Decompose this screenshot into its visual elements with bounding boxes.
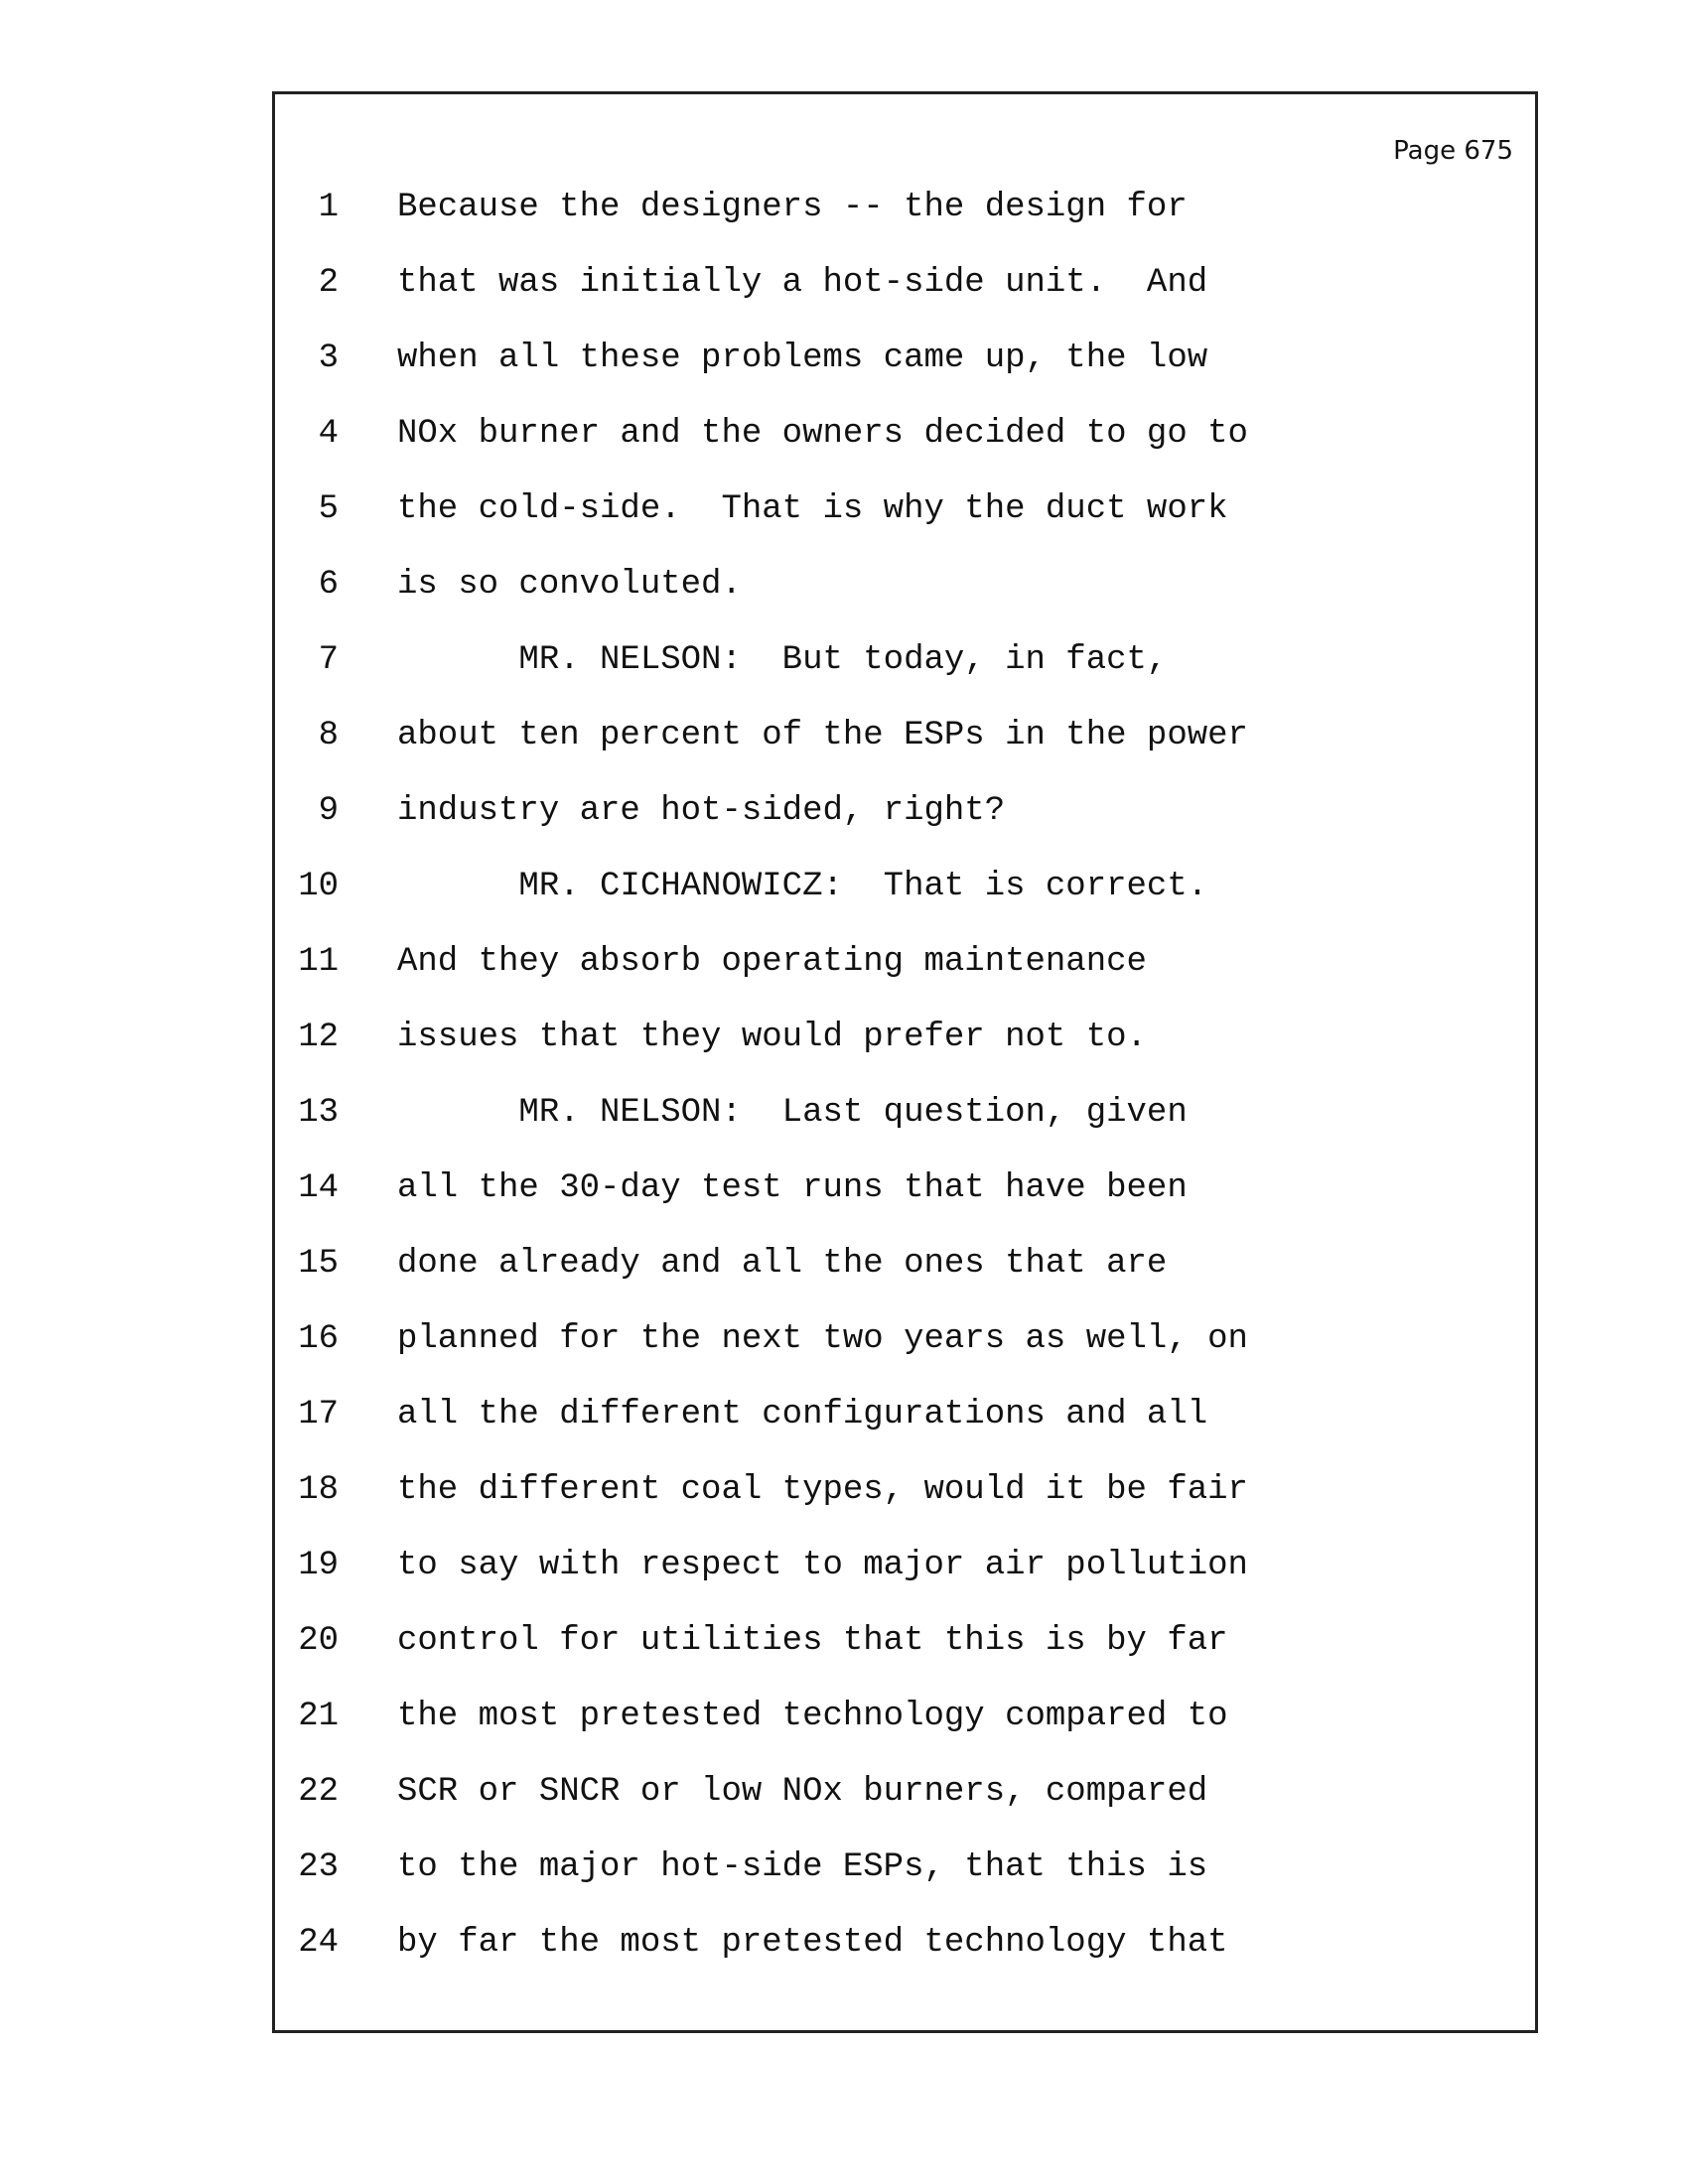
transcript-page bbox=[272, 91, 1538, 2033]
transcript-line bbox=[275, 191, 1535, 266]
line-text: to the major hot-side ESPs, that this is bbox=[397, 1848, 1208, 1886]
line-number: 4 bbox=[318, 415, 339, 453]
line-text: SCR or SNCR or low NOx burners, compared bbox=[397, 1773, 1208, 1811]
transcript-line bbox=[275, 1775, 1535, 1850]
line-number: 24 bbox=[298, 1924, 339, 1962]
transcript-line bbox=[275, 492, 1535, 568]
line-text: the cold-side. That is why the duct work bbox=[397, 490, 1228, 528]
page-number: Page 675 bbox=[1393, 136, 1513, 166]
transcript-line bbox=[275, 719, 1535, 794]
line-number: 18 bbox=[298, 1471, 339, 1509]
transcript-line bbox=[275, 341, 1535, 417]
line-text: control for utilities that this is by far bbox=[397, 1622, 1228, 1660]
line-text: by far the most pretested technology that bbox=[397, 1924, 1228, 1962]
line-text: issues that they would prefer not to. bbox=[397, 1019, 1147, 1056]
line-text: that was initially a hot-side unit. And bbox=[397, 264, 1208, 302]
transcript-line bbox=[275, 1624, 1535, 1700]
line-number: 17 bbox=[298, 1396, 339, 1433]
line-text: done already and all the ones that are bbox=[397, 1245, 1168, 1283]
transcript-line bbox=[275, 568, 1535, 643]
line-text: industry are hot-sided, right? bbox=[397, 792, 1006, 830]
transcript-line bbox=[275, 794, 1535, 870]
transcript-line bbox=[275, 266, 1535, 341]
line-number: 2 bbox=[318, 264, 339, 302]
line-number: 21 bbox=[298, 1698, 339, 1735]
line-number: 5 bbox=[318, 490, 339, 528]
transcript-line bbox=[275, 1247, 1535, 1322]
transcript-line bbox=[275, 1322, 1535, 1398]
transcript-line bbox=[275, 1171, 1535, 1247]
line-text: the most pretested technology compared to bbox=[397, 1698, 1228, 1735]
transcript-line bbox=[275, 945, 1535, 1021]
line-text: all the 30-day test runs that have been bbox=[397, 1169, 1188, 1207]
line-number: 22 bbox=[298, 1773, 339, 1811]
line-text: to say with respect to major air pollution bbox=[397, 1547, 1248, 1584]
line-text: about ten percent of the ESPs in the power bbox=[397, 717, 1248, 754]
line-text: is so convoluted. bbox=[397, 566, 742, 604]
line-text: MR. CICHANOWICZ: That is correct. bbox=[397, 868, 1208, 905]
transcript-line bbox=[275, 643, 1535, 719]
line-text: planned for the next two years as well, on bbox=[397, 1320, 1248, 1358]
line-text: the different coal types, would it be fair bbox=[397, 1471, 1248, 1509]
line-number: 9 bbox=[318, 792, 339, 830]
line-text: MR. NELSON: Last question, given bbox=[397, 1094, 1188, 1132]
transcript-line bbox=[275, 1700, 1535, 1775]
line-text: Because the designers -- the design for bbox=[397, 189, 1188, 226]
transcript-line bbox=[275, 1473, 1535, 1549]
line-number: 10 bbox=[298, 868, 339, 905]
line-number: 8 bbox=[318, 717, 339, 754]
line-number: 15 bbox=[298, 1245, 339, 1283]
line-number: 11 bbox=[298, 943, 339, 981]
transcript-lines bbox=[275, 191, 1535, 2001]
line-text: all the different configurations and all bbox=[397, 1396, 1208, 1433]
line-number: 3 bbox=[318, 340, 339, 377]
line-number: 7 bbox=[318, 641, 339, 679]
line-text: NOx burner and the owners decided to go to bbox=[397, 415, 1248, 453]
transcript-line bbox=[275, 870, 1535, 945]
line-number: 20 bbox=[298, 1622, 339, 1660]
line-text: And they absorb operating maintenance bbox=[397, 943, 1147, 981]
transcript-line bbox=[275, 1549, 1535, 1624]
line-number: 1 bbox=[318, 189, 339, 226]
transcript-line bbox=[275, 1398, 1535, 1473]
line-number: 19 bbox=[298, 1547, 339, 1584]
line-number: 12 bbox=[298, 1019, 339, 1056]
line-number: 6 bbox=[318, 566, 339, 604]
line-number: 14 bbox=[298, 1169, 339, 1207]
line-text: MR. NELSON: But today, in fact, bbox=[397, 641, 1168, 679]
transcript-line bbox=[275, 1096, 1535, 1171]
transcript-line bbox=[275, 1021, 1535, 1096]
transcript-line bbox=[275, 417, 1535, 492]
line-text: when all these problems came up, the low bbox=[397, 340, 1208, 377]
line-number: 16 bbox=[298, 1320, 339, 1358]
line-number: 23 bbox=[298, 1848, 339, 1886]
transcript-line bbox=[275, 1850, 1535, 1926]
transcript-line bbox=[275, 1926, 1535, 2001]
line-number: 13 bbox=[298, 1094, 339, 1132]
